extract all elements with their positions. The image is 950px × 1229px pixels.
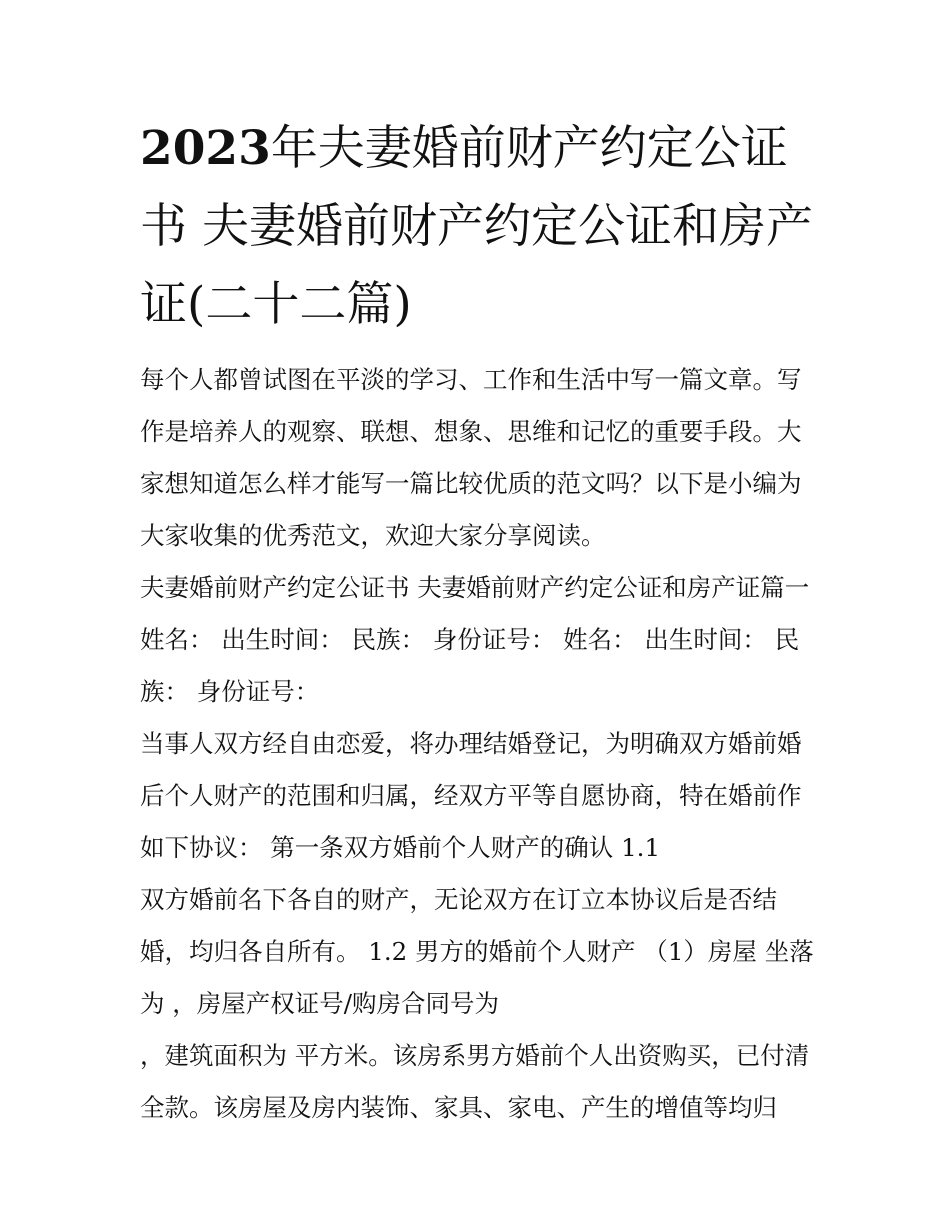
paragraph-parties: 夫妻婚前财产约定公证书 夫妻婚前财产约定公证和房产证篇一 姓名： 出生时间： 民族： 身份证号： 姓名： 出生时间： 民族： 身份证号： xyxy=(140,573,810,706)
paragraph-agreement: 当事人双方经自由恋爱，将办理结婚登记，为明确双方婚前婚后个人财产的范围和归属，经双方平等自愿协商，特在婚前作如下协议： 第一条双方婚前个人财产的确认 1.1 xyxy=(140,729,802,862)
title-year: 2023 xyxy=(140,121,271,176)
document-page xyxy=(140,110,820,1134)
title-text: 年夫妻婚前财产约定公证书 夫妻婚前财产约定公证和房产证(二十二篇) xyxy=(140,121,813,332)
paragraph-house: ，建筑面积为 平方米。该房系男方婚前个人出资购买，已付清全款。该房屋及房内装饰、家具、家电、产生的增值等均归 xyxy=(140,1041,810,1122)
paragraph-intro: 每个人都曾试图在平淡的学习、工作和生活中写一篇文章。写作是培养人的观察、联想、想象、思维和记忆的重要手段。大家想知道怎么样才能写一篇比较优质的范文吗？以下是小编为大家收集的优秀范文，欢迎大家分享阅读。 xyxy=(140,365,802,550)
paragraph-premarital-property: 双方婚前名下各自的财产，无论双方在订立本协议后是否结婚，均归各自所有。 1.2 男方的婚前个人财产 （1）房屋 坐落为 ，房屋产权证号/购房合同号为 xyxy=(140,885,814,1018)
document-title xyxy=(140,110,820,344)
